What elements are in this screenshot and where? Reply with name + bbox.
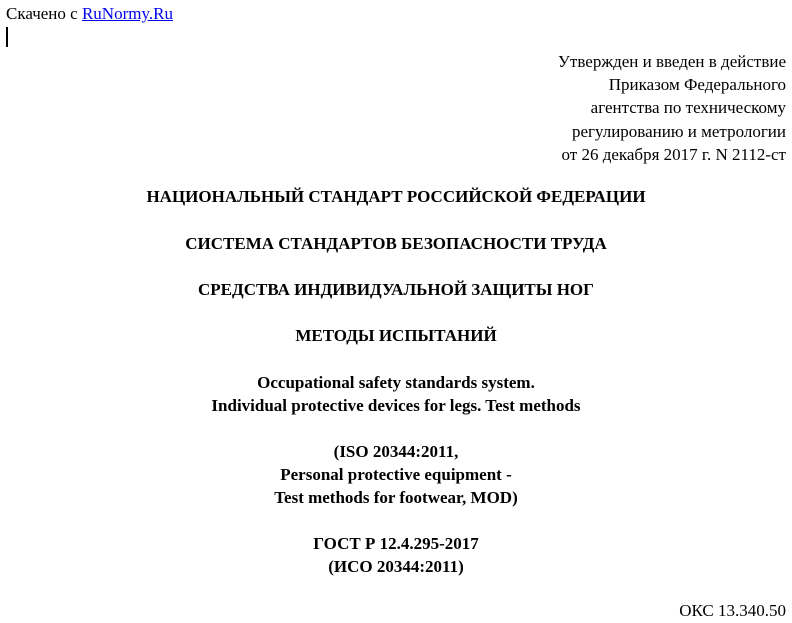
- english-title-line: Individual protective devices for legs. Test methods: [211, 396, 581, 415]
- system-text: СИСТЕМА СТАНДАРТОВ БЕЗОПАСНОСТИ ТРУДА: [185, 234, 607, 253]
- gost-number: ГОСТ Р 12.4.295-2017: [313, 534, 479, 553]
- system-title: [0, 232, 792, 255]
- iso-reference-line: (ISO 20344:2011,: [333, 442, 459, 461]
- english-title: [0, 371, 792, 417]
- iso-reference: [0, 440, 792, 509]
- runormy-link[interactable]: RuNormy.Ru: [81, 4, 173, 23]
- iso-reference-line: Personal protective equipment -: [280, 465, 512, 484]
- methods-text: МЕТОДЫ ИСПЫТАНИЙ: [295, 326, 497, 345]
- methods-title: [0, 324, 792, 347]
- approval-line: агентства по техническому: [590, 98, 786, 118]
- approval-line: от 26 декабря 2017 г. N 2112-ст: [561, 144, 786, 164]
- iso-number: (ИСО 20344:2011): [328, 557, 464, 576]
- approval-line: регулированию и метрологии: [571, 121, 786, 141]
- standard-designation: [0, 532, 792, 578]
- approval-line: Утвержден и введен в действие: [557, 52, 786, 71]
- okc-code: ОКС 13.340.50: [679, 601, 786, 620]
- national-standard-title: [0, 185, 792, 208]
- english-title-line: Occupational safety standards system.: [257, 373, 535, 392]
- subject-title: [0, 278, 792, 301]
- download-note-prefix: Скачено с: [6, 4, 78, 23]
- subject-text: СРЕДСТВА ИНДИВИДУАЛЬНОЙ ЗАЩИТЫ НОГ: [198, 280, 594, 299]
- national-standard-text: НАЦИОНАЛЬНЫЙ СТАНДАРТ РОССИЙСКОЙ ФЕДЕРАЦИИ: [146, 187, 646, 206]
- download-note: [6, 4, 173, 24]
- iso-reference-line: Test methods for footwear, MOD): [274, 488, 518, 507]
- text-cursor: [6, 27, 8, 47]
- approval-block: [386, 50, 786, 166]
- approval-line: Приказом Федерального: [608, 75, 786, 95]
